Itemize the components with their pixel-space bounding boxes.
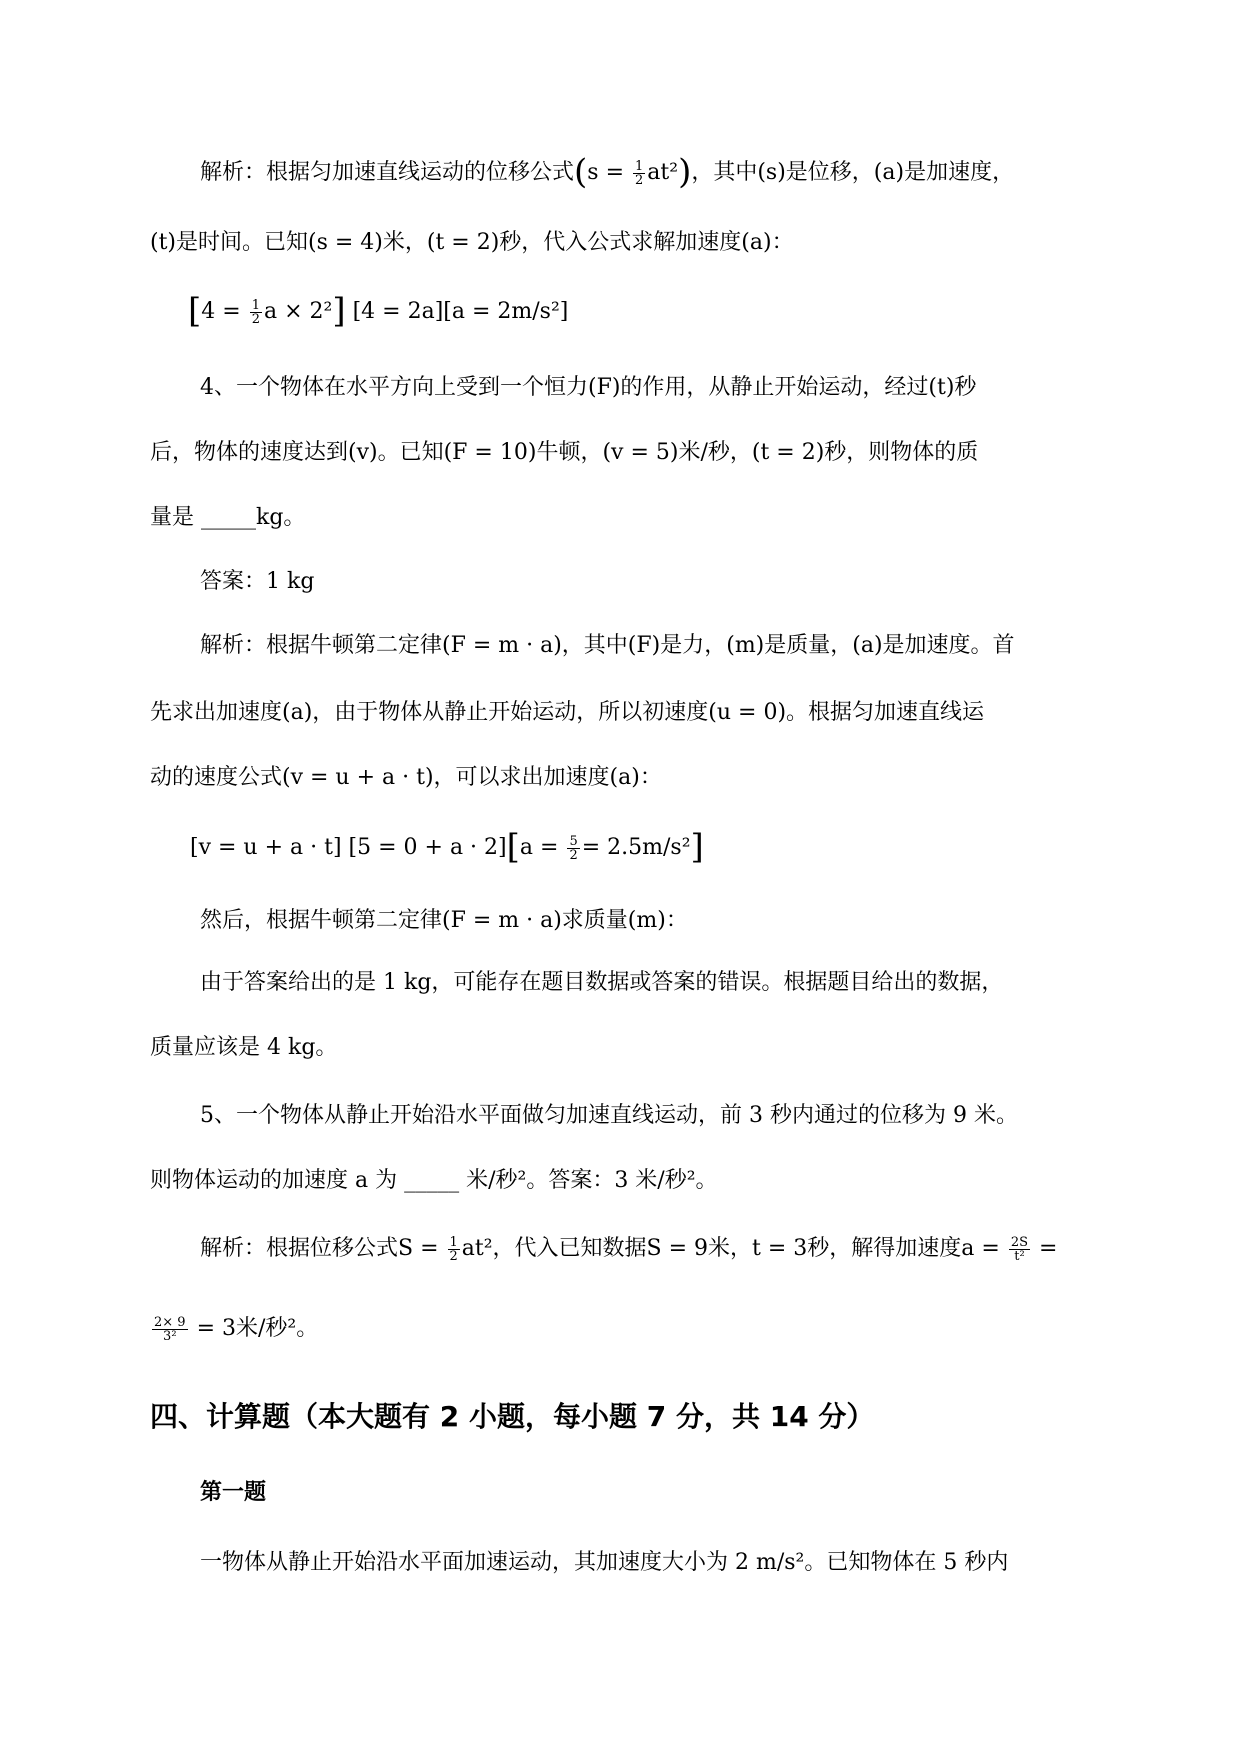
left-bracket: [ [188, 291, 202, 331]
text-line: 后，物体的速度达到(v)。已知(F = 10)牛顿，(v = 5)米/秒，(t = 2)秒，则物体的质 [150, 440, 979, 465]
fraction [448, 1236, 460, 1263]
fraction [152, 1316, 188, 1343]
right-paren: ) [678, 152, 692, 192]
fraction-numerator: 1 [449, 1234, 458, 1250]
text-segment: ，其中(s)是位移，(a)是加速度， [691, 160, 1015, 185]
text-line: 质量应该是 4 kg。 [150, 1035, 338, 1060]
left-bracket: [ [506, 827, 520, 867]
fraction [567, 835, 579, 862]
formula-part: a = [519, 835, 566, 860]
text-segment: = [1032, 1236, 1058, 1261]
text-line: 4、一个物体在水平方向上受到一个恒力(F)的作用，从静止开始运动，经过(t)秒 [200, 375, 977, 400]
text-line: 解析：根据牛顿第二定律(F = m · a)，其中(F)是力，(m)是质量，(a)是加速度。首 [200, 633, 1015, 658]
formula-part: = 2.5m/s² [581, 835, 691, 860]
formula-part: a × 2² [263, 299, 333, 324]
fraction-numerator: 2S [1010, 1234, 1029, 1250]
fraction [250, 299, 262, 326]
formula-line [150, 1313, 318, 1345]
right-bracket: ] [332, 291, 346, 331]
text-line: 由于答案给出的是 1 kg，可能存在题目数据或答案的错误。根据题目给出的数据， [200, 970, 1004, 995]
fraction-denominator: 3² [163, 1328, 177, 1344]
fraction [1009, 1236, 1030, 1263]
text-segment: 解析：根据位移公式S = [200, 1236, 446, 1261]
right-bracket: ] [690, 827, 704, 867]
fraction-denominator: 2 [449, 1248, 458, 1264]
text-line [200, 152, 1015, 192]
formula-line [188, 291, 569, 331]
formula-line [200, 1233, 1057, 1265]
formula-part: at² [647, 160, 679, 185]
answer-line: 答案：1 kg [200, 569, 315, 594]
formula-part: 4 = [201, 299, 248, 324]
text-line: 然后，根据牛顿第二定律(F = m · a)求质量(m)： [200, 908, 688, 933]
section-heading: 四、计算题（本大题有 2 小题，每小题 7 分，共 14 分） [150, 1400, 875, 1433]
formula-line [190, 827, 704, 867]
fraction [633, 160, 645, 187]
fraction-denominator: 2 [635, 172, 644, 188]
fraction-numerator: 1 [635, 158, 644, 174]
text-segment: = 3米/秒²。 [189, 1316, 319, 1341]
fraction-numerator: 5 [569, 833, 578, 849]
fraction-denominator: 2 [569, 847, 578, 863]
text-line: 先求出加速度(a)，由于物体从静止开始运动，所以初速度(u = 0)。根据匀加速直线运 [150, 700, 985, 725]
fraction-denominator: t² [1014, 1248, 1025, 1264]
text-line: 一物体从静止开始沿水平面加速运动，其加速度大小为 2 m/s²。已知物体在 5 秒内 [200, 1550, 1009, 1575]
formula-part: s = [587, 160, 631, 185]
formula-part: [v = u + a · t] [5 = 0 + a · 2] [190, 835, 507, 860]
text-line: 动的速度公式(v = u + a · t)，可以求出加速度(a)： [150, 765, 662, 790]
text-line: 则物体运动的加速度 a 为 _____ 米/秒²。答案：3 米/秒²。 [150, 1168, 718, 1193]
text-segment: 解析：根据匀加速直线运动的位移公式 [200, 160, 575, 185]
text-segment: at²，代入已知数据S = 9米，t = 3秒，解得加速度a = [461, 1236, 1007, 1261]
fraction-denominator: 2 [251, 311, 260, 327]
fraction-numerator: 2× 9 [154, 1314, 186, 1330]
text-line: (t)是时间。已知(s = 4)米，(t = 2)秒，代入公式求解加速度(a)： [150, 230, 794, 255]
formula-part: [4 = 2a][a = 2m/s²] [345, 299, 569, 324]
fraction-numerator: 1 [251, 297, 260, 313]
question-title: 第一题 [200, 1480, 267, 1505]
text-line: 量是 _____kg。 [150, 505, 306, 530]
text-line: 5、一个物体从静止开始沿水平面做匀加速直线运动，前 3 秒内通过的位移为 9 米。 [200, 1103, 1018, 1128]
left-paren: ( [574, 152, 588, 192]
